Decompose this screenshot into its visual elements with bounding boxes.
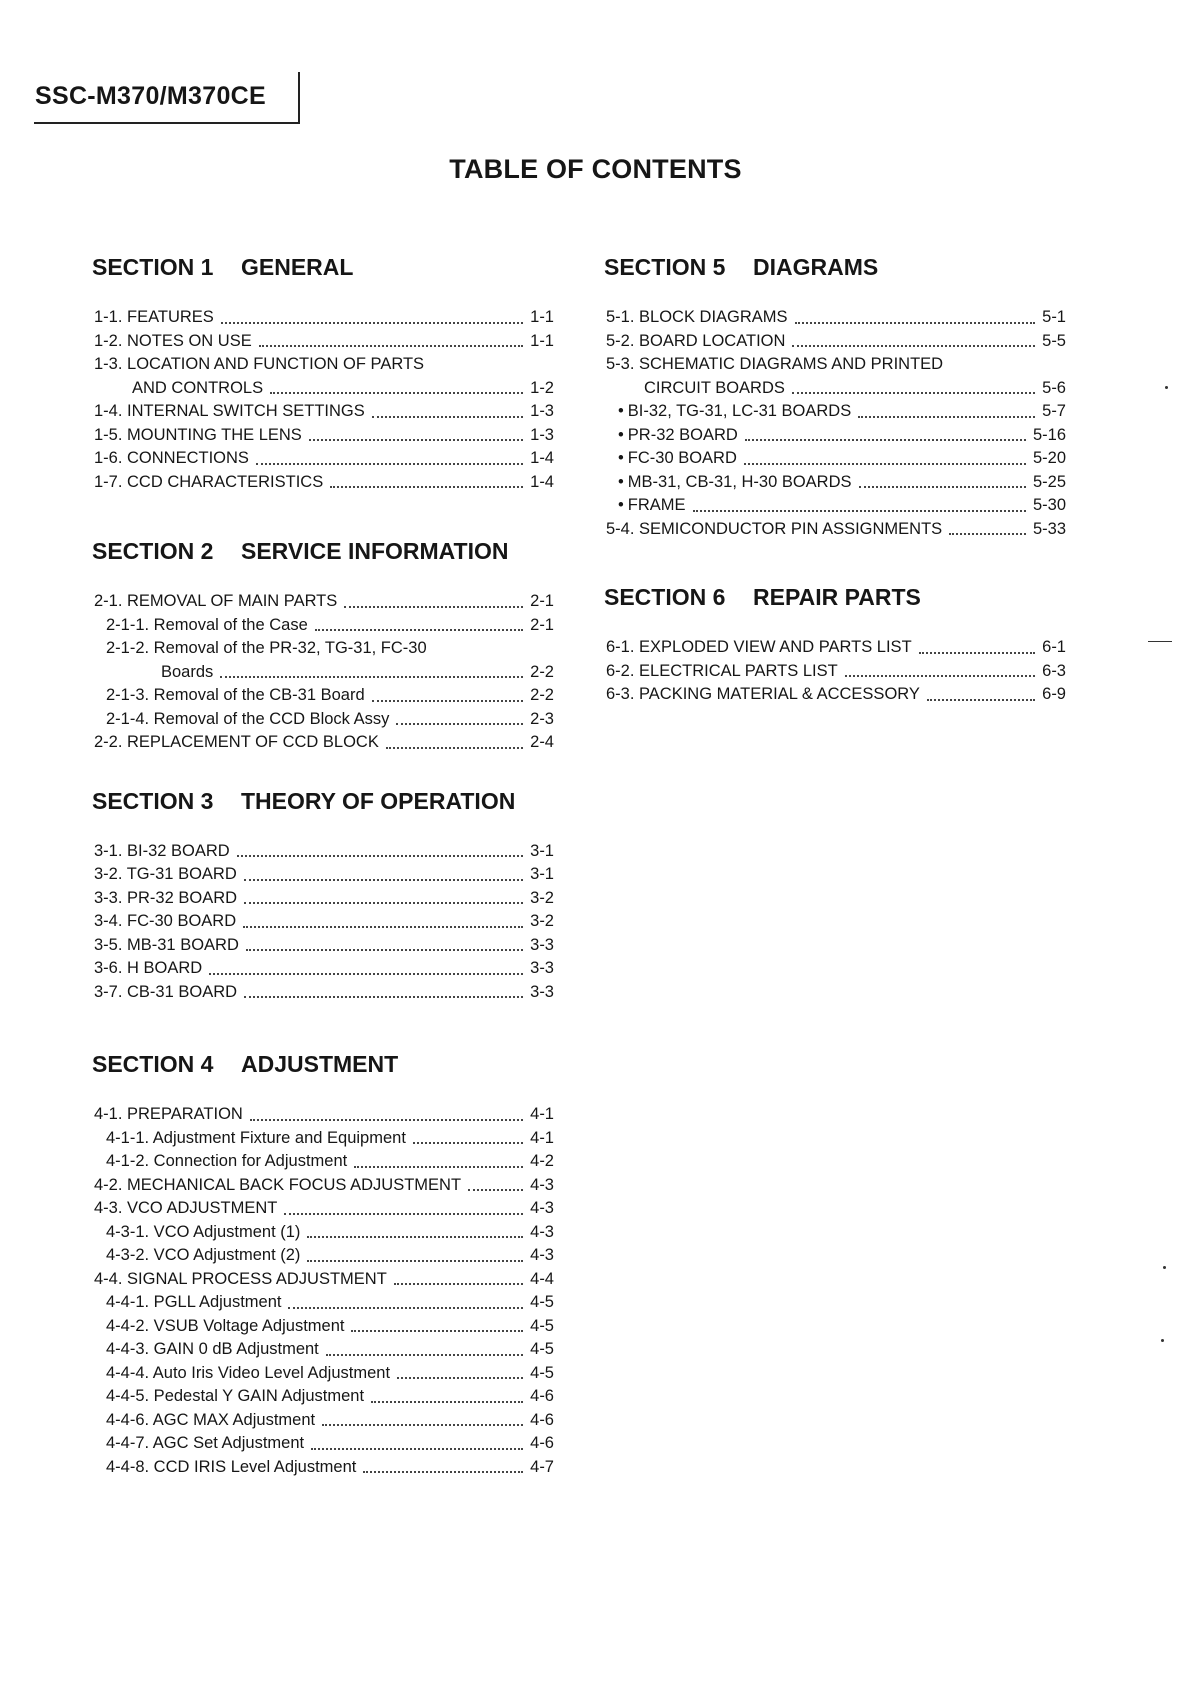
section-name: GENERAL — [241, 254, 354, 280]
toc-bullet-entry[interactable]: • FRAME 5-30 — [618, 496, 1066, 514]
scan-mark — [1148, 641, 1172, 642]
toc-entry[interactable]: 6-1. EXPLODED VIEW AND PARTS LIST 6-1 — [606, 638, 1066, 656]
scan-mark — [1165, 386, 1168, 389]
bullet-icon: • — [618, 425, 624, 444]
toc-subentry[interactable]: 4-4-2. VSUB Voltage Adjustment 4-5 — [106, 1316, 554, 1335]
section-6 — [606, 582, 1066, 707]
toc-subentry[interactable]: 4-4-3. GAIN 0 dB Adjustment 4-5 — [106, 1340, 554, 1358]
toc-entry[interactable]: 1-4. INTERNAL SWITCH SETTINGS 1-3 — [94, 402, 554, 420]
section-number: SECTION 3 — [92, 787, 214, 814]
section-5 — [606, 252, 1066, 541]
model-title: SSC-M370/M370CE — [35, 82, 266, 110]
toc-entry[interactable]: 3-3. PR-32 BOARD 3-2 — [94, 888, 554, 907]
toc-entry[interactable]: 5-1. BLOCK DIAGRAMS 5-1 — [606, 308, 1066, 326]
toc-entry[interactable]: 3-1. BI-32 BOARD 3-1 — [94, 841, 554, 860]
toc-list — [94, 840, 554, 1005]
toc-entry[interactable]: 1-3. LOCATION AND FUNCTION OF PARTS — [94, 355, 425, 373]
section-number: SECTION 1 — [92, 254, 214, 280]
toc-subentry[interactable]: 4-1-2. Connection for Adjustment 4-2 — [106, 1152, 554, 1170]
section-heading — [92, 536, 554, 566]
toc-list — [606, 636, 1066, 707]
scan-mark — [1163, 1266, 1166, 1269]
bullet-icon: • — [618, 449, 624, 467]
toc-subentry[interactable]: 2-1-2. Removal of the PR-32, TG-31, FC-30 — [106, 639, 427, 657]
section-heading — [92, 786, 554, 816]
section-name: REPAIR PARTS — [753, 584, 921, 610]
toc-entry[interactable]: 3-5. MB-31 BOARD 3-3 — [94, 935, 554, 954]
bullet-icon: • — [618, 472, 624, 491]
section-name: ADJUSTMENT — [241, 1051, 399, 1077]
toc-entry[interactable]: 4-2. MECHANICAL BACK FOCUS ADJUSTMENT 4-3 — [94, 1175, 554, 1194]
bullet-icon: • — [618, 496, 624, 514]
toc-entry[interactable]: 3-2. TG-31 BOARD 3-1 — [94, 865, 554, 883]
section-heading — [92, 1049, 554, 1079]
toc-entry[interactable]: 1-7. CCD CHARACTERISTICS 1-4 — [94, 472, 554, 491]
toc-entry[interactable]: 2-2. REPLACEMENT OF CCD BLOCK 2-4 — [94, 733, 554, 751]
toc-entry[interactable]: 2-1. REMOVAL OF MAIN PARTS 2-1 — [94, 592, 554, 610]
section-4 — [94, 1049, 554, 1479]
toc-subentry[interactable]: 4-4-5. Pedestal Y GAIN Adjustment 4-6 — [106, 1387, 554, 1405]
toc-list — [94, 590, 554, 755]
section-heading — [604, 582, 1066, 612]
toc-entry[interactable]: 6-2. ELECTRICAL PARTS LIST 6-3 — [606, 661, 1066, 680]
toc-entry[interactable]: 1-2. NOTES ON USE 1-1 — [94, 331, 554, 350]
toc-entry[interactable]: 5-2. BOARD LOCATION 5-5 — [606, 331, 1066, 350]
toc-entry[interactable]: 1-6. CONNECTIONS 1-4 — [94, 449, 554, 467]
section-heading — [604, 252, 1066, 282]
toc-bullet-entry[interactable]: • MB-31, CB-31, H-30 BOARDS 5-25 — [618, 472, 1066, 491]
toc-entry[interactable]: 3-6. H BOARD 3-3 — [94, 959, 554, 977]
section-heading — [92, 252, 554, 282]
section-name: DIAGRAMS — [753, 254, 879, 280]
toc-entry[interactable]: 5-3. SCHEMATIC DIAGRAMS AND PRINTED — [606, 355, 944, 373]
toc-bullet-entry[interactable]: • BI-32, TG-31, LC-31 BOARDS 5-7 — [618, 402, 1066, 420]
toc-list — [94, 1103, 554, 1479]
toc-subentry[interactable]: 4-3-1. VCO Adjustment (1) 4-3 — [106, 1222, 554, 1241]
section-2 — [94, 536, 554, 755]
toc-entry[interactable]: 4-4. SIGNAL PROCESS ADJUSTMENT 4-4 — [94, 1269, 554, 1288]
toc-entry[interactable]: 1-5. MOUNTING THE LENS 1-3 — [94, 425, 554, 444]
section-number: SECTION 5 — [604, 254, 726, 280]
section-number: SECTION 4 — [92, 1051, 214, 1077]
toc-subentry[interactable]: 4-4-7. AGC Set Adjustment 4-6 — [106, 1434, 554, 1452]
toc-entry-continued[interactable]: Boards 2-2 — [161, 662, 554, 681]
section-1 — [94, 252, 554, 494]
toc-subentry[interactable]: 4-4-1. PGLL Adjustment 4-5 — [106, 1293, 554, 1311]
toc-subentry[interactable]: 4-4-6. AGC MAX Adjustment 4-6 — [106, 1410, 554, 1429]
toc-subentry[interactable]: 4-3-2. VCO Adjustment (2) 4-3 — [106, 1246, 554, 1264]
toc-list — [606, 306, 1066, 541]
page-title: TABLE OF CONTENTS — [449, 154, 742, 184]
section-number: SECTION 6 — [604, 584, 726, 610]
model-header — [34, 72, 300, 124]
toc-subentry[interactable]: 4-1-1. Adjustment Fixture and Equipment 4-1 — [106, 1128, 554, 1147]
toc-entry[interactable]: 4-1. PREPARATION 4-1 — [94, 1105, 554, 1123]
toc-entry-continued[interactable]: CIRCUIT BOARDS 5-6 — [644, 378, 1066, 397]
bullet-icon: • — [618, 402, 624, 420]
toc-entry[interactable]: 5-4. SEMICONDUCTOR PIN ASSIGNMENTS 5-33 — [606, 519, 1066, 538]
toc-entry[interactable]: 4-3. VCO ADJUSTMENT 4-3 — [94, 1199, 554, 1217]
toc-bullet-entry[interactable]: • FC-30 BOARD 5-20 — [618, 449, 1066, 467]
toc-entry[interactable]: 3-4. FC-30 BOARD 3-2 — [94, 912, 554, 930]
toc-left-column — [94, 252, 554, 1479]
toc-subentry[interactable]: 4-4-4. Auto Iris Video Level Adjustment 4-5 — [106, 1363, 554, 1382]
toc-subentry[interactable]: 4-4-8. CCD IRIS Level Adjustment 4-7 — [106, 1457, 554, 1476]
toc-bullet-entry[interactable]: • PR-32 BOARD 5-16 — [618, 425, 1066, 444]
section-name: SERVICE INFORMATION — [241, 538, 509, 564]
toc-entry[interactable]: 1-1. FEATURES 1-1 — [94, 308, 554, 326]
section-3 — [94, 786, 554, 1005]
section-number: SECTION 2 — [92, 538, 214, 564]
toc-subentry[interactable]: 2-1-4. Removal of the CCD Block Assy 2-3 — [106, 709, 554, 728]
toc-right-column — [606, 252, 1066, 707]
toc-list — [94, 306, 554, 494]
toc-entry[interactable]: 3-7. CB-31 BOARD 3-3 — [94, 982, 554, 1001]
section-name: THEORY OF OPERATION — [241, 787, 516, 814]
toc-entry-continued[interactable]: AND CONTROLS 1-2 — [132, 378, 554, 397]
scan-mark — [1161, 1339, 1164, 1342]
toc-entry[interactable]: 6-3. PACKING MATERIAL & ACCESSORY 6-9 — [606, 685, 1066, 703]
toc-subentry[interactable]: 2-1-3. Removal of the CB-31 Board 2-2 — [106, 686, 554, 704]
toc-subentry[interactable]: 2-1-1. Removal of the Case 2-1 — [106, 615, 554, 634]
